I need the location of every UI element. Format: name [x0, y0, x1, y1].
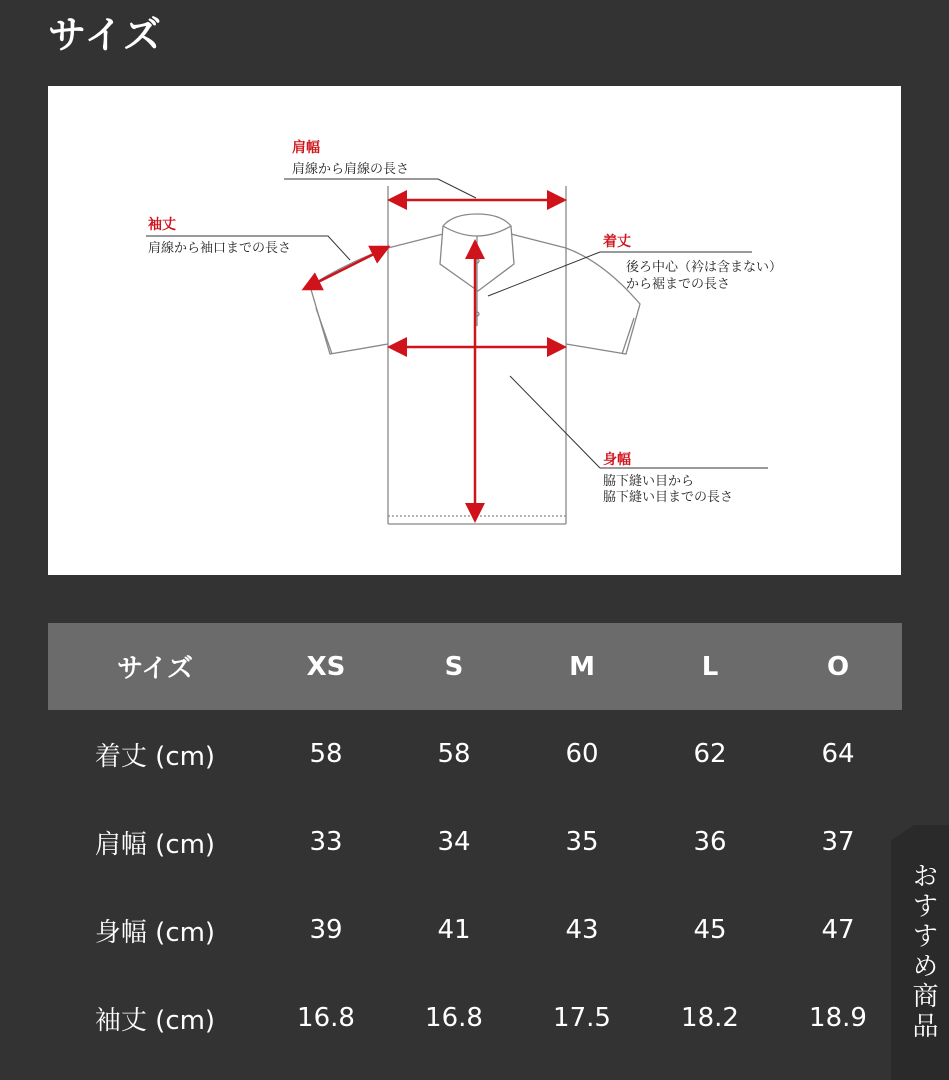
sleeve-desc: 肩線から袖口までの長さ	[148, 241, 292, 256]
length-label: 着丈	[603, 234, 631, 250]
cell: 58	[309, 739, 343, 769]
sleeve-label: 袖丈	[148, 217, 176, 233]
size-diagram	[48, 86, 901, 575]
chest-desc-1: 脇下縫い目から	[603, 474, 695, 489]
cell: 18.9	[809, 1003, 867, 1033]
table-row	[48, 886, 902, 974]
shoulder-label: 肩幅	[292, 140, 320, 156]
cell: 41	[437, 915, 471, 945]
cell: 47	[821, 915, 855, 945]
cell: 64	[821, 739, 855, 769]
cell: 58	[437, 739, 471, 769]
cell: 16.8	[297, 1003, 355, 1033]
header-xs: XS	[306, 651, 346, 682]
cell: 37	[821, 827, 855, 857]
row-label: 袖丈 (cm)	[94, 1005, 216, 1036]
shirt-diagram	[48, 86, 901, 575]
cell: 16.8	[425, 1003, 483, 1033]
cell: 60	[565, 739, 599, 769]
header-s: S	[444, 651, 464, 682]
table-row	[48, 974, 902, 1062]
row-label: 身幅 (cm)	[94, 917, 216, 948]
cell: 39	[309, 915, 343, 945]
chest-desc-2: 脇下縫い目までの長さ	[603, 490, 734, 505]
header-o: O	[826, 651, 850, 682]
chest-label: 身幅	[603, 452, 631, 468]
cell: 18.2	[681, 1003, 739, 1033]
shoulder-desc: 肩線から肩線の長さ	[292, 162, 410, 177]
length-desc-1: 後ろ中心（衿は含まない）	[626, 260, 783, 275]
page-title: サイズ	[48, 13, 162, 57]
sleeve-arrow	[306, 248, 386, 288]
size-table	[48, 623, 902, 1062]
cell: 62	[693, 739, 727, 769]
row-label: 肩幅 (cm)	[94, 829, 216, 860]
cell: 34	[437, 827, 471, 857]
cell: 36	[693, 827, 727, 857]
table-header-row	[48, 623, 902, 710]
cell: 45	[693, 915, 727, 945]
header-l: L	[701, 651, 719, 682]
cell: 35	[565, 827, 599, 857]
recommend-tab-label[interactable]: おすすめ商品	[908, 862, 938, 1042]
length-desc-2: から裾までの長さ	[626, 277, 731, 292]
cell: 43	[565, 915, 599, 945]
table-row	[48, 710, 902, 798]
header-size: サイズ	[117, 654, 193, 684]
table-row	[48, 798, 902, 886]
header-m: M	[569, 651, 595, 682]
cell: 17.5	[553, 1003, 611, 1033]
row-label: 着丈 (cm)	[94, 741, 216, 772]
cell: 33	[309, 827, 343, 857]
